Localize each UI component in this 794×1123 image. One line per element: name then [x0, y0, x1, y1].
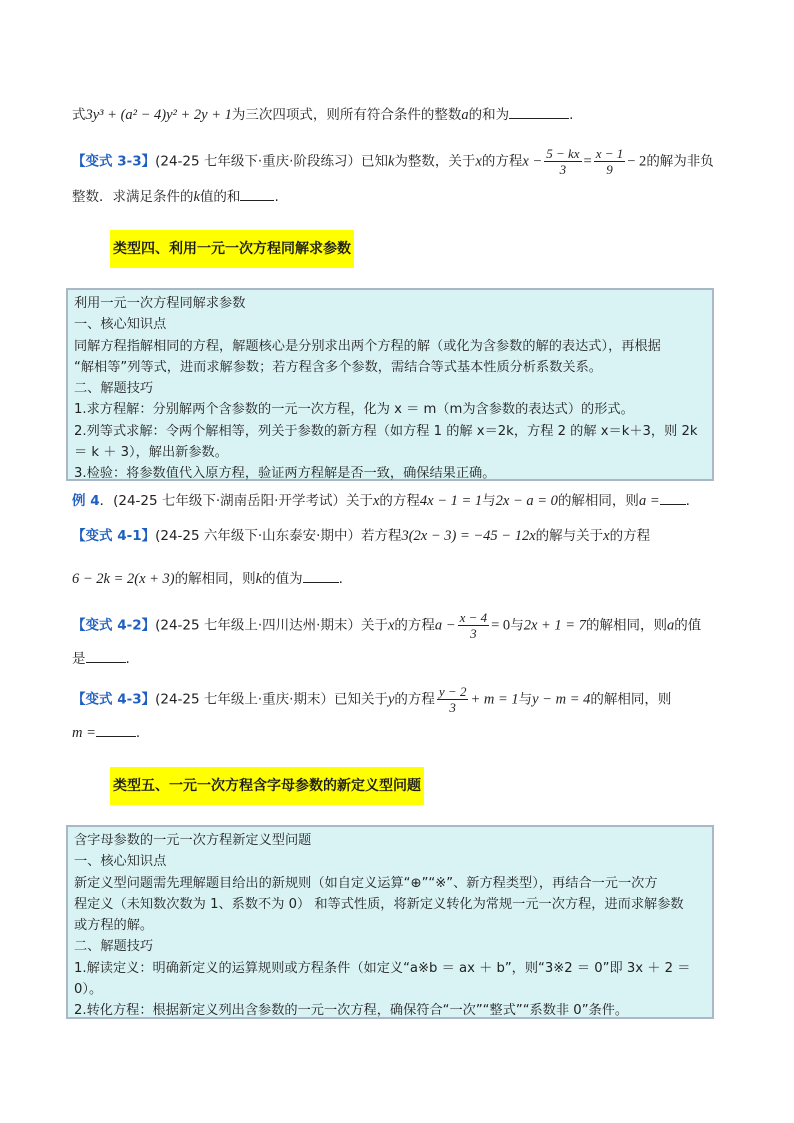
variant-4-1-line2	[72, 568, 343, 589]
text: 的方程	[394, 617, 435, 634]
knowledge-box-type4	[66, 288, 714, 481]
text: .	[125, 651, 130, 667]
variant-tag: 【变式 3-3】	[72, 153, 156, 170]
equation: 2x + 1 = 7	[523, 617, 586, 634]
text: 的解为非负	[646, 153, 714, 170]
q-text: 为三次四项式，则所有符合条件的整数	[231, 107, 462, 123]
box-title: 含字母参数的一元一次方程新定义型问题	[74, 833, 312, 848]
variant-4-3-line2	[72, 722, 140, 743]
fraction	[437, 684, 469, 715]
box-tip: 3.检验：将参数值代入原方程，验证两方程解是否一致，确保结果正确。	[74, 466, 496, 482]
box-paragraph: 新定义型问题需先理解题目给出的新规则（如自定义运算“⊕”“※”、新方程类型），再结合一元一次方	[74, 875, 658, 891]
fraction-denominator: 9	[606, 162, 613, 177]
var-a: a =	[638, 493, 660, 509]
equation: 4x − 1 = 1	[419, 493, 483, 509]
text: 的解相同，则	[174, 571, 256, 587]
polynomial-expression: 3y³ + (a² − 4)y² + 2y + 1	[85, 107, 232, 123]
fraction	[594, 146, 626, 177]
text: .	[685, 493, 690, 509]
fraction-denominator: 3	[449, 700, 456, 715]
box-tip: 1.求方程解：分别解两个含参数的一元一次方程，化为 x ＝ m（m为含参数的表达式）的形式。	[74, 402, 634, 418]
variant-4-2-line1	[72, 610, 701, 641]
fraction	[458, 610, 490, 641]
equation-part: a −	[434, 617, 456, 634]
text: 与	[482, 493, 496, 509]
equation: y − m = 4	[532, 691, 591, 708]
answer-blank[interactable]	[240, 186, 274, 201]
variant-tag: 【变式 4-1】	[72, 528, 156, 544]
equation: 2x − a = 0	[495, 493, 558, 509]
answer-blank[interactable]	[86, 648, 126, 663]
box-tip: 0）。	[74, 982, 103, 998]
section-heading-type4: 类型四、利用一元一次方程同解求参数	[110, 230, 354, 268]
variant-source: (24-25 七年级上·重庆·期末）已知关于	[155, 691, 388, 708]
knowledge-box-type5	[66, 825, 714, 1019]
variant-4-1-line1	[72, 526, 650, 546]
q-end: .	[569, 107, 574, 123]
text: 与	[518, 691, 533, 708]
answer-blank[interactable]	[303, 568, 339, 583]
answer-blank[interactable]	[509, 104, 569, 119]
text: 的解与关于	[535, 528, 604, 544]
var-k: k	[193, 189, 200, 205]
equation-part: x −	[522, 153, 543, 170]
section-heading-type5: 类型五、一元一次方程含字母参数的新定义型问题	[110, 767, 424, 805]
text: 整数．求满足条件的	[72, 189, 194, 205]
equation-part: = 0	[491, 617, 511, 634]
fraction-numerator: x − 4	[459, 610, 488, 625]
example-tag: 例 4	[72, 493, 100, 509]
var-x: x	[372, 493, 380, 509]
fraction	[544, 146, 581, 177]
var-x: x	[387, 617, 395, 634]
variant-4-2-line2	[72, 648, 130, 669]
box-tip: 2.列等式求解：令两个解相等，列关于参数的新方程（如方程 1 的解 x＝2k，方程 2 的解 x＝k＋3，则 2k	[74, 423, 698, 439]
box-subtitle: 一、核心知识点	[74, 317, 167, 333]
box-paragraph: 或方程的解。	[74, 918, 154, 934]
q-tail: 的和为	[468, 107, 510, 123]
q-prefix: 式	[72, 107, 86, 123]
fraction-numerator: y − 2	[438, 684, 467, 699]
fraction-numerator: x − 1	[595, 146, 624, 161]
text: 的解相同，则	[557, 493, 639, 509]
variant-source: (24-25 七年级上·四川达州·期末）关于	[155, 617, 388, 634]
var-a: a	[461, 107, 469, 123]
equation: 3(2x − 3) = −45 − 12x	[401, 528, 536, 544]
text: 的方程	[394, 691, 435, 708]
variant-source: (24-25 六年级下·山东泰安·期中）若方程	[155, 528, 402, 544]
text: 值的和	[199, 189, 241, 205]
example-4-line	[72, 490, 690, 511]
answer-blank[interactable]	[96, 722, 136, 737]
box-paragraph: “解相等”列等式，进而求解参数；若方程含多个参数，需结合等式基本性质分析系数关系。	[74, 359, 602, 375]
var-a: a	[666, 617, 675, 634]
variant-4-3-line1	[72, 684, 671, 715]
var-m: m =	[72, 725, 96, 741]
text: 是	[72, 651, 86, 667]
question-line-top	[72, 104, 573, 125]
text: 的方程	[379, 493, 420, 509]
box-title: 利用一元一次方程同解求参数	[74, 296, 246, 311]
text: 的解相同，则	[585, 617, 667, 634]
text: .	[135, 725, 141, 741]
text: 的值为	[262, 571, 303, 587]
box-paragraph: 同解方程指解相同的方程，解题核心是分别求出两个方程的解（或化为含参数的解的表达式），再根据	[74, 338, 661, 354]
var-k: k	[255, 571, 263, 587]
text: 的方程	[481, 153, 523, 170]
var-x: x	[475, 153, 482, 170]
text: .	[274, 189, 279, 205]
box-subtitle: 一、核心知识点	[74, 854, 167, 870]
equation-part: − 2	[627, 153, 647, 170]
text: 的解相同，则	[590, 691, 672, 708]
box-subtitle: 二、解题技巧	[74, 939, 154, 955]
example-source: ．(24-25 七年级下·湖南岳阳·开学考试）关于	[99, 493, 373, 509]
box-tip: 1.解读定义：明确新定义的运算规则或方程条件（如定义“a※b ＝ ax ＋ b”，则“3※2 ＝ 0”即 3x ＋ 2 ＝	[74, 960, 691, 976]
box-subtitle: 二、解题技巧	[74, 381, 154, 397]
text: 为整数，关于	[394, 153, 476, 170]
var-k: k	[387, 153, 395, 170]
equals-sign: =	[583, 153, 592, 170]
variant-3-3-line1	[72, 146, 714, 177]
text: .	[338, 571, 343, 587]
var-y: y	[387, 691, 395, 708]
equation: 6 − 2k = 2(x + 3)	[72, 571, 175, 587]
text: 的值	[674, 617, 702, 634]
box-tip: 2.转化方程：根据新定义列出含参数的一元一次方程，确保符合“一次”“整式”“系数非 0”条件。	[74, 1003, 629, 1019]
variant-3-3-line2	[72, 186, 279, 207]
fraction-numerator: 5 − kx	[546, 146, 580, 161]
fraction-denominator: 3	[470, 626, 477, 641]
variant-tag: 【变式 4-3】	[72, 691, 156, 708]
answer-blank[interactable]	[660, 490, 686, 505]
box-tip: ＝ k ＋ 3），解出新参数。	[74, 445, 228, 461]
text: 的方程	[609, 528, 651, 544]
variant-source: (24-25 七年级下·重庆·阶段练习）已知	[155, 153, 388, 170]
fraction-denominator: 3	[559, 162, 567, 177]
variant-tag: 【变式 4-2】	[72, 617, 156, 634]
text: 与	[510, 617, 524, 634]
var-x: x	[603, 528, 610, 544]
equation-part: + m = 1	[470, 691, 519, 708]
box-paragraph: 程定义（未知数次数为 1、系数不为 0） 和等式性质，将新定义转化为常规一元一次方程，进而求解参数	[74, 896, 684, 912]
